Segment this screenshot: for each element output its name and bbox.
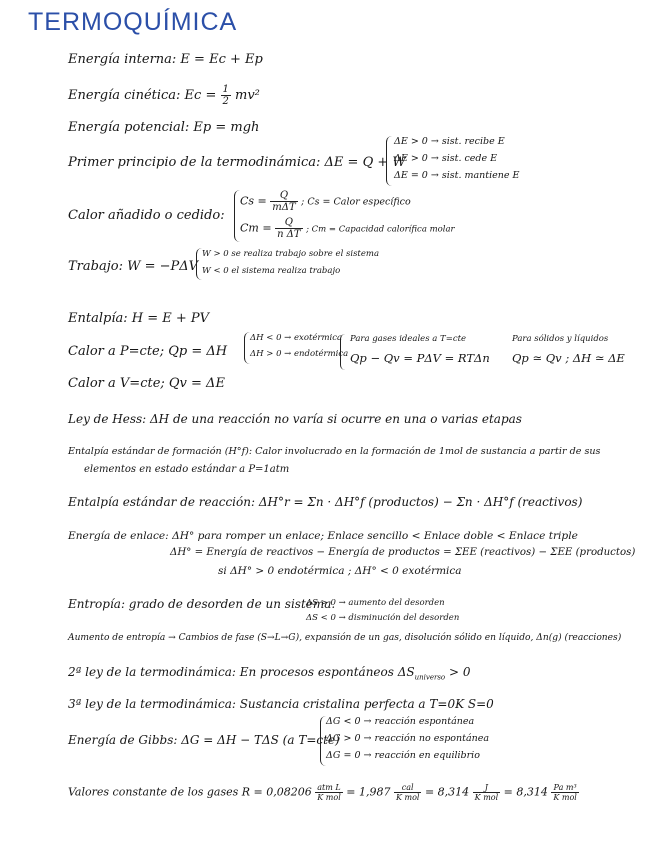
gibbs-item-3: ΔG = 0 → reacción en equilibrio [326, 750, 480, 761]
calor-label: Calor añadido o cedido: [68, 208, 225, 223]
enlace-1: Energía de enlace: ΔH° para romper un enlace; Enlace sencillo < Enlace doble < Enlace triple [68, 530, 578, 542]
enlace-2: ΔH° = Energía de reactivos − Energía de productos = ΣEE (reactivos) − ΣEE (productos) [170, 547, 636, 558]
frac-den: n ΔT [277, 229, 301, 240]
frac-den: K mol [317, 793, 341, 802]
valores-text: Valores constante de los gases R = 0,08206 [68, 785, 312, 799]
energia-interna: Energía interna: E = Ec + Ep [68, 52, 263, 67]
gibbs-item-1: ΔG < 0 → reacción espontánea [326, 716, 475, 727]
segunda-ley-text: 2ª ley de la termodinámica: En procesos espontáneos ΔS [68, 665, 415, 679]
energia-cinetica-rest: mv² [235, 88, 260, 103]
calor-volumen: Calor a V=cte; Qv = ΔE [68, 376, 225, 391]
energia-cinetica-label: Energía cinética: Ec = [68, 88, 217, 103]
calor-presion: Calor a P=cte; Qp = ΔH [68, 344, 228, 359]
cm-desc: ; Cm = Capacidad calorífica molar [306, 224, 455, 235]
cs-row [240, 190, 411, 213]
entropia-item-1: ΔS > 0 → aumento del desorden [306, 598, 445, 608]
fraction [270, 190, 297, 213]
fraction [394, 783, 421, 802]
gibbs: Energía de Gibbs: ΔG = ΔH − TΔS (a T=cte) [68, 733, 340, 747]
ley-hess: Ley de Hess: ΔH de una reacción no varía si ocurre en una o varias etapas [68, 412, 522, 426]
frac-den: K mol [553, 793, 577, 802]
energia-cinetica [68, 84, 260, 107]
primer-principio: Primer principio de la termodinámica: ΔE = Q + W [68, 155, 406, 170]
segunda-ley-end: > 0 [448, 665, 471, 679]
frac-num: Q [275, 217, 303, 229]
cs-lhs: Cs = [240, 194, 267, 208]
primer-item-2: ΔE > 0 → sist. cede E [394, 153, 498, 164]
tercera-ley: 3ª ley de la termodinámica: Sustancia cristalina perfecta a T=0K S=0 [68, 697, 494, 711]
segunda-ley [68, 665, 470, 681]
r2-pre: = 1,987 [346, 785, 391, 799]
r4-pre: = 8,314 [503, 785, 548, 799]
calor-p-item-1: ΔH < 0 → exotérmica [250, 333, 343, 343]
entropia-item-2: ΔS < 0 → disminución del desorden [306, 613, 460, 623]
frac-num: J [473, 783, 500, 793]
solidos-eq: Qp ≃ Qv ; ΔH ≃ ΔE [512, 351, 625, 365]
gibbs-item-2: ΔG > 0 → reacción no espontánea [326, 733, 490, 744]
entropia: Entropía: grado de desorden de un sistema. [68, 597, 336, 611]
entalpia-reaccion: Entalpía estándar de reacción: ΔH°r = Σn · ΔH°f (productos) − Σn · ΔH°f (reactivos) [68, 495, 583, 509]
frac-den: 2 [222, 96, 229, 107]
frac-num: Q [270, 190, 297, 202]
brace [340, 334, 345, 370]
brace [386, 136, 393, 186]
cm-lhs: Cm = [240, 221, 272, 235]
calor-p-item-2: ΔH > 0 → endotérmica [250, 349, 349, 359]
segunda-ley-sub: universo [414, 673, 446, 682]
primer-item-1: ΔE > 0 → sist. recibe E [394, 136, 505, 147]
entalpia: Entalpía: H = E + PV [68, 311, 210, 326]
frac-num: cal [394, 783, 421, 793]
enlace-3: si ΔH° > 0 endotérmica ; ΔH° < 0 exotérmica [218, 565, 462, 577]
formacion-1: Entalpía estándar de formación (H°f): Calor involucrado en la formación de 1mol de sustancia a partir de sus [68, 446, 601, 457]
fraction [315, 783, 342, 802]
constante-gases [68, 783, 579, 802]
frac-num: atm L [315, 783, 342, 793]
aumento-entropia: Aumento de entropía → Cambios de fase (S→L→G), expansión de un gas, disolución sólido en líquido, Δn(g) (reacciones) [68, 633, 622, 643]
solidos-note: Para sólidos y líquidos [512, 334, 609, 344]
fraction [275, 217, 303, 240]
frac-num: 1 [222, 84, 229, 95]
gases-eq: Qp − Qv = PΔV = RTΔn [350, 351, 490, 365]
energia-potencial: Energía potencial: Ep = mgh [68, 120, 260, 135]
frac-den: K mol [395, 793, 420, 802]
trabajo: Trabajo: W = −PΔV [68, 259, 199, 274]
r3-pre: = 8,314 [424, 785, 470, 799]
trabajo-item-2: W < 0 el sistema realiza trabajo [202, 266, 341, 276]
cs-desc: ; Cs = Calor específico [301, 196, 411, 208]
gases-note: Para gases ideales a T=cte [350, 334, 467, 344]
fraction [473, 783, 500, 802]
trabajo-item-1: W > 0 se realiza trabajo sobre el sistema [202, 249, 380, 259]
fraction [551, 783, 578, 802]
page-title: TERMOQUÍMICA [28, 8, 238, 36]
frac-den: mΔT [272, 202, 296, 213]
frac-num: Pa m³ [551, 783, 578, 793]
fraction [221, 84, 231, 107]
primer-item-3: ΔE = 0 → sist. mantiene E [394, 170, 520, 181]
cm-row [240, 217, 455, 240]
frac-den: K mol [474, 793, 499, 802]
formacion-2: elementos en estado estándar a P=1atm [84, 464, 290, 475]
